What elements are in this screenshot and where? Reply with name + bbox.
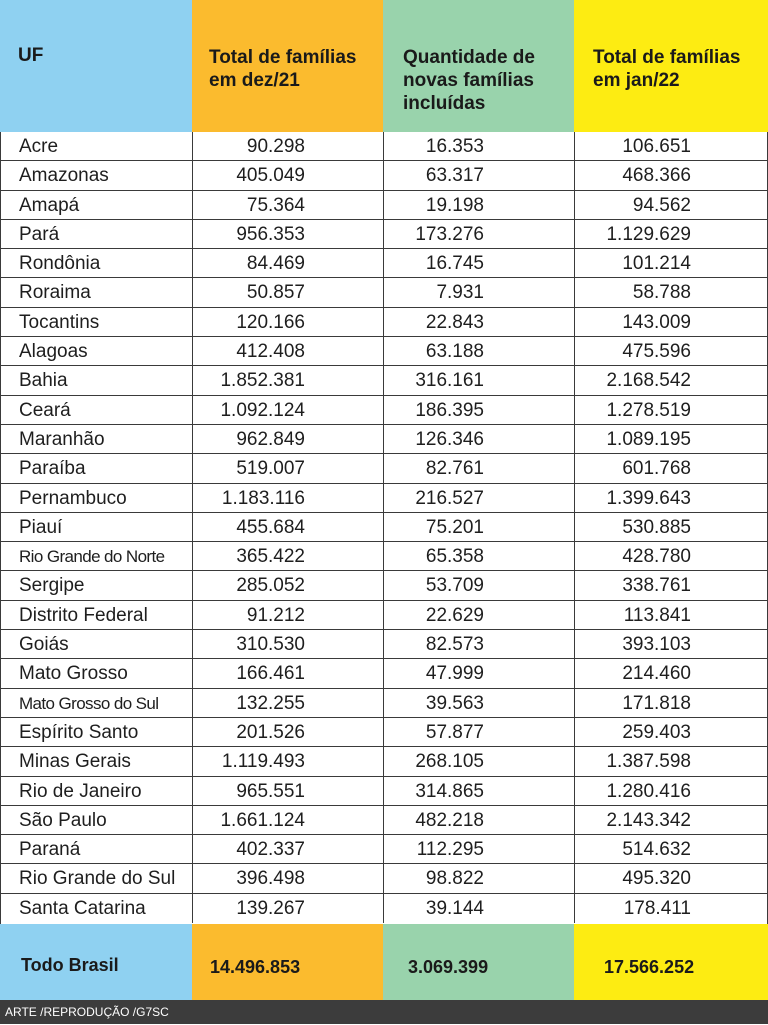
cell-uf: Maranhão [19,428,105,450]
cell-new-families: 19.198 [383,191,574,219]
cell-uf: Ceará [19,399,71,421]
cell-total-jan22: 475.596 [574,337,768,365]
cell-uf: Rio Grande do Sul [19,868,176,890]
cell-total-jan22: 214.460 [574,659,768,687]
cell-new-families: 16.745 [383,249,574,277]
cell-uf: Sergipe [19,575,85,597]
cell-uf: Piauí [19,516,63,538]
header-total-dec21: Total de famílias em dez/21 [192,0,383,132]
header-new-families: Quantidade de novas famílias incluídas [383,0,574,132]
cell-new-families: 63.188 [383,337,574,365]
cell-total-jan22: 1.129.629 [574,220,768,248]
table-row [0,191,768,220]
cell-new-families: 75.201 [383,513,574,541]
cell-new-families: 7.931 [383,278,574,306]
cell-uf: Roraima [19,282,91,304]
cell-total-dec21: 519.007 [192,454,383,482]
table-body [0,132,768,923]
cell-total-dec21: 1.852.381 [192,366,383,394]
table-row [0,454,768,483]
cell-uf: Bahia [19,370,68,392]
cell-uf: São Paulo [19,809,107,831]
cell-total-dec21: 1.092.124 [192,396,383,424]
cell-total-dec21: 965.551 [192,777,383,805]
cell-total-jan22: 143.009 [574,308,768,336]
total-dec21: 14.496.853 [192,924,383,1000]
cell-new-families: 22.629 [383,601,574,629]
table-row [0,630,768,659]
cell-new-families: 216.527 [383,484,574,512]
table-row [0,249,768,278]
cell-uf: Paraná [19,839,81,861]
table-row [0,601,768,630]
cell-total-dec21: 956.353 [192,220,383,248]
cell-new-families: 126.346 [383,425,574,453]
cell-total-jan22: 2.143.342 [574,806,768,834]
cell-total-jan22: 171.818 [574,689,768,717]
cell-total-jan22: 1.280.416 [574,777,768,805]
cell-new-families: 65.358 [383,542,574,570]
cell-new-families: 482.218 [383,806,574,834]
cell-total-dec21: 285.052 [192,571,383,599]
cell-new-families: 47.999 [383,659,574,687]
cell-total-dec21: 132.255 [192,689,383,717]
table-row [0,132,768,161]
cell-total-jan22: 530.885 [574,513,768,541]
cell-total-dec21: 139.267 [192,894,383,923]
cell-new-families: 39.144 [383,894,574,923]
cell-uf: Espírito Santo [19,721,139,743]
cell-total-jan22: 58.788 [574,278,768,306]
cell-total-dec21: 402.337 [192,835,383,863]
table-row [0,864,768,893]
cell-total-dec21: 310.530 [192,630,383,658]
cell-new-families: 57.877 [383,718,574,746]
cell-uf: Mato Grosso do Sul [19,693,159,713]
cell-new-families: 82.573 [383,630,574,658]
cell-uf: Pará [19,223,60,245]
cell-total-dec21: 166.461 [192,659,383,687]
cell-total-dec21: 455.684 [192,513,383,541]
cell-total-dec21: 90.298 [192,132,383,160]
table-row [0,220,768,249]
cell-new-families: 316.161 [383,366,574,394]
credit-footer: ARTE /REPRODUÇÃO /G7SC [0,1000,768,1024]
cell-total-dec21: 50.857 [192,278,383,306]
table-row [0,366,768,395]
cell-total-dec21: 201.526 [192,718,383,746]
cell-total-jan22: 113.841 [574,601,768,629]
table-row [0,894,768,923]
cell-uf: Amazonas [19,165,109,187]
cell-uf: Paraíba [19,458,86,480]
cell-new-families: 63.317 [383,161,574,189]
cell-total-dec21: 91.212 [192,601,383,629]
table-row [0,747,768,776]
cell-new-families: 53.709 [383,571,574,599]
cell-uf: Acre [19,136,59,157]
cell-new-families: 22.843 [383,308,574,336]
cell-total-dec21: 84.469 [192,249,383,277]
cell-uf: Rondônia [19,253,101,275]
cell-total-jan22: 178.411 [574,894,768,923]
cell-total-jan22: 393.103 [574,630,768,658]
cell-total-jan22: 495.320 [574,864,768,892]
total-new: 3.069.399 [383,924,574,1000]
header-total-jan22: Total de famílias em jan/22 [574,0,768,132]
table-row [0,161,768,190]
cell-total-jan22: 94.562 [574,191,768,219]
cell-total-dec21: 1.183.116 [192,484,383,512]
cell-total-jan22: 106.651 [574,132,768,160]
cell-uf: Mato Grosso [19,663,128,685]
table-row [0,337,768,366]
cell-new-families: 16.353 [383,132,574,160]
table-row [0,425,768,454]
cell-total-jan22: 514.632 [574,835,768,863]
cell-total-jan22: 1.399.643 [574,484,768,512]
cell-total-dec21: 396.498 [192,864,383,892]
total-row [0,924,768,1000]
cell-total-dec21: 1.661.124 [192,806,383,834]
cell-total-jan22: 338.761 [574,571,768,599]
table-row [0,278,768,307]
cell-uf: Goiás [19,634,69,656]
cell-total-jan22: 1.278.519 [574,396,768,424]
cell-uf: Rio Grande do Norte [19,547,165,567]
table-row [0,308,768,337]
table-row [0,777,768,806]
cell-new-families: 39.563 [383,689,574,717]
cell-total-dec21: 365.422 [192,542,383,570]
table-row [0,542,768,571]
cell-total-dec21: 75.364 [192,191,383,219]
cell-new-families: 186.395 [383,396,574,424]
cell-uf: Tocantins [19,311,100,333]
table-row [0,835,768,864]
cell-total-dec21: 412.408 [192,337,383,365]
cell-total-dec21: 120.166 [192,308,383,336]
table-row [0,396,768,425]
cell-uf: Pernambuco [19,487,127,509]
cell-new-families: 314.865 [383,777,574,805]
cell-total-jan22: 2.168.542 [574,366,768,394]
header-uf: UF [0,0,192,132]
cell-uf: Distrito Federal [19,604,148,626]
table-row [0,484,768,513]
table-row [0,718,768,747]
table-row [0,806,768,835]
cell-uf: Minas Gerais [19,751,131,773]
total-jan22: 17.566.252 [574,924,768,1000]
table-header [0,0,768,132]
cell-total-jan22: 428.780 [574,542,768,570]
cell-total-jan22: 259.403 [574,718,768,746]
cell-total-jan22: 101.214 [574,249,768,277]
table-row [0,689,768,718]
table-row [0,571,768,600]
cell-total-jan22: 1.089.195 [574,425,768,453]
table-row [0,659,768,688]
cell-total-jan22: 1.387.598 [574,747,768,775]
cell-total-dec21: 405.049 [192,161,383,189]
cell-uf: Santa Catarina [19,897,146,919]
cell-total-jan22: 468.366 [574,161,768,189]
table-row [0,513,768,542]
total-label: Todo Brasil [0,924,192,1000]
cell-uf: Alagoas [19,341,88,363]
cell-uf: Amapá [19,194,80,216]
cell-new-families: 82.761 [383,454,574,482]
cell-new-families: 173.276 [383,220,574,248]
cell-total-dec21: 1.119.493 [192,747,383,775]
cell-new-families: 268.105 [383,747,574,775]
cell-uf: Rio de Janeiro [19,780,142,802]
cell-total-dec21: 962.849 [192,425,383,453]
cell-new-families: 98.822 [383,864,574,892]
cell-total-jan22: 601.768 [574,454,768,482]
cell-new-families: 112.295 [383,835,574,863]
